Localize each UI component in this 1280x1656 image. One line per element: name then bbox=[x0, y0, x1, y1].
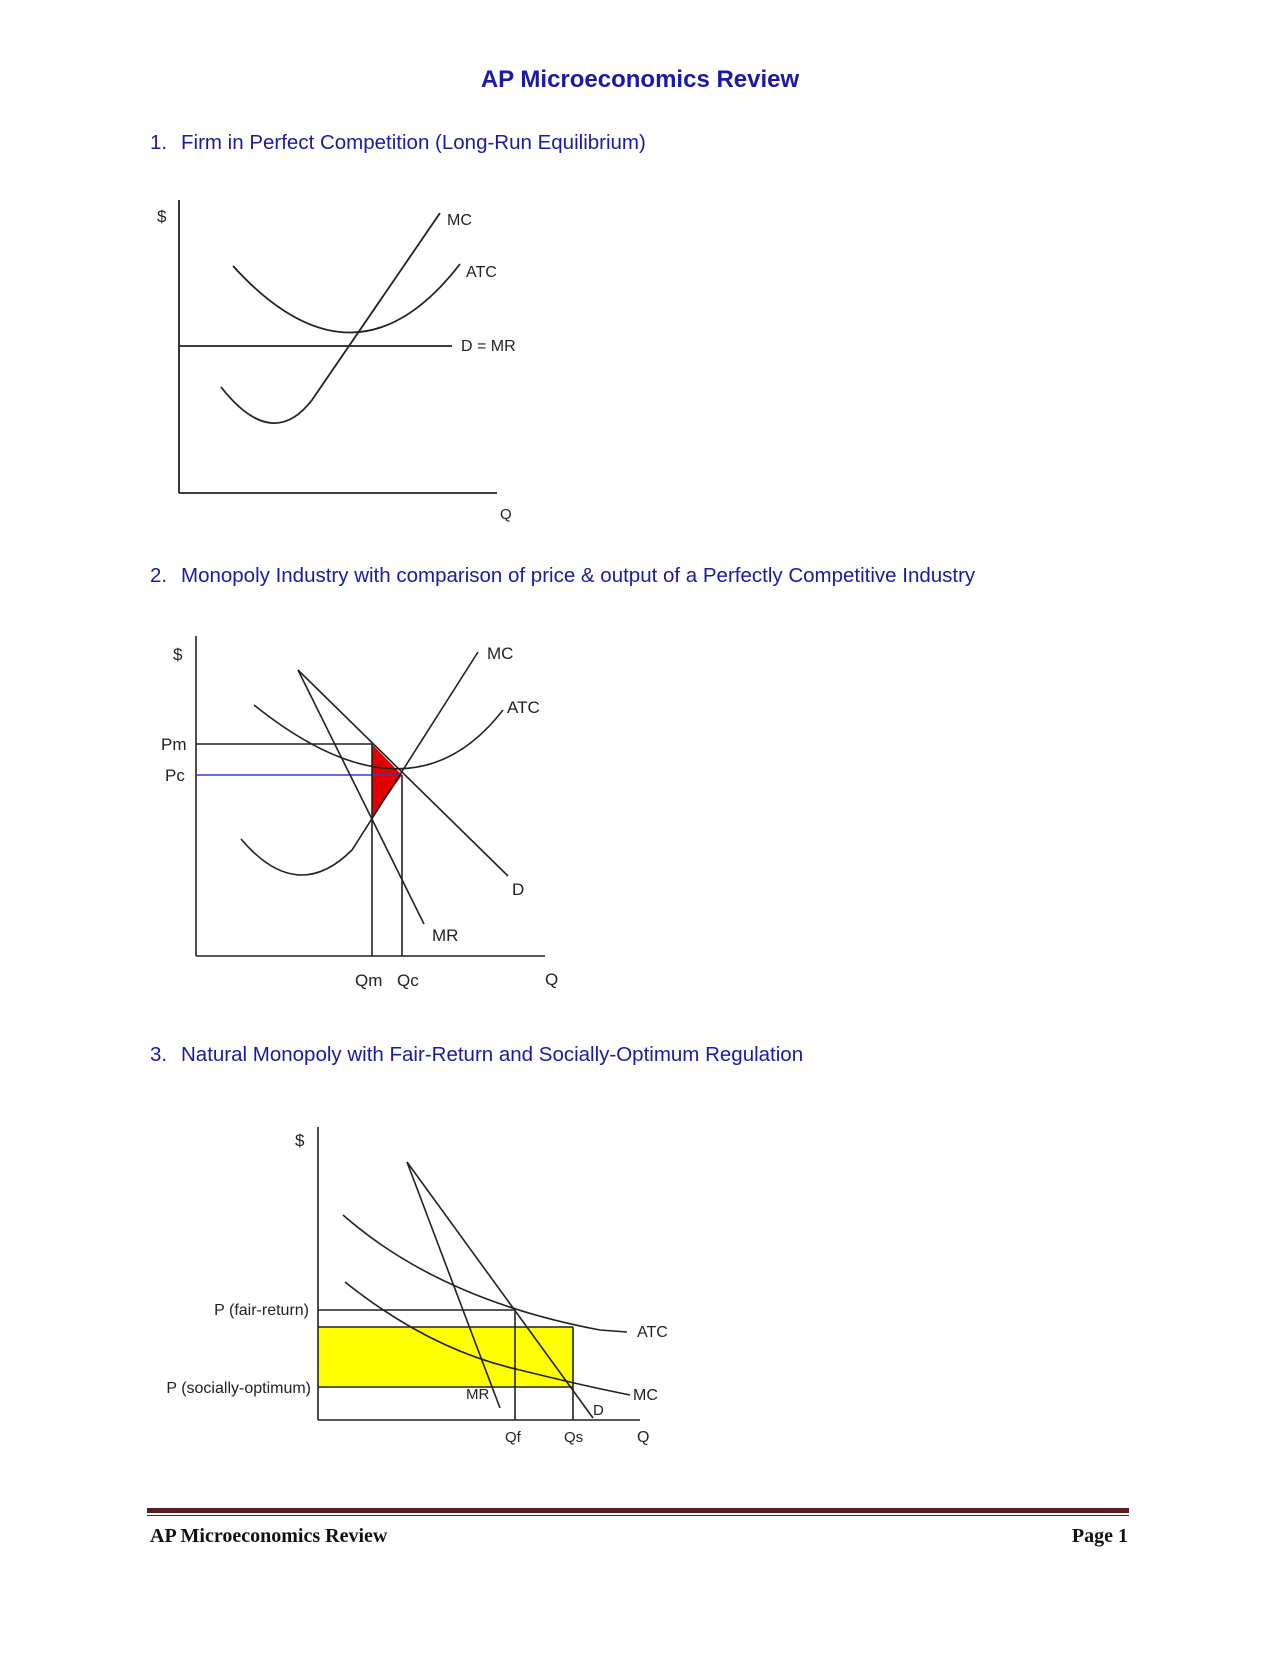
x-axis-label: Q bbox=[500, 506, 512, 523]
mc-label: MC bbox=[447, 212, 472, 229]
mr-label: MR bbox=[432, 926, 459, 945]
mc-label: MC bbox=[487, 644, 514, 663]
atc-label: ATC bbox=[466, 264, 497, 281]
p-fair-label: P (fair-return) bbox=[214, 1302, 309, 1319]
qs-label: Qs bbox=[564, 1429, 584, 1446]
section-2-number: 2. bbox=[150, 564, 168, 587]
p-social-label: P (socially-optimum) bbox=[166, 1380, 311, 1397]
x-axis-label: Q bbox=[637, 1429, 650, 1446]
regulation-area bbox=[318, 1327, 573, 1387]
y-axis-label: $ bbox=[173, 645, 183, 664]
mc-label: MC bbox=[633, 1387, 658, 1404]
section-3-number: 3. bbox=[150, 1043, 168, 1066]
section-3-title: Natural Monopoly with Fair-Return and Socially-Optimum Regulation bbox=[181, 1043, 804, 1066]
atc-label: ATC bbox=[507, 698, 540, 717]
y-axis-label: $ bbox=[295, 1131, 305, 1150]
qf-label: Qf bbox=[505, 1429, 521, 1446]
pm-label: Pm bbox=[161, 735, 187, 754]
atc-label: ATC bbox=[637, 1324, 668, 1341]
footer-rule bbox=[147, 1508, 1129, 1516]
d-mr-label: D = MR bbox=[461, 338, 516, 355]
x-axis-label: Q bbox=[545, 970, 559, 989]
qc-label: Qc bbox=[397, 971, 419, 990]
section-1-number: 1. bbox=[150, 131, 168, 154]
demand-label: D bbox=[593, 1402, 604, 1419]
y-axis-label: $ bbox=[157, 207, 167, 226]
qm-label: Qm bbox=[355, 971, 383, 990]
mr-label: MR bbox=[466, 1386, 490, 1403]
document-title: AP Microeconomics Review bbox=[480, 66, 800, 93]
footer-title: AP Microeconomics Review bbox=[150, 1525, 388, 1547]
atc-curve bbox=[343, 1215, 627, 1332]
section-2-title: Monopoly Industry with comparison of price & output of a Perfectly Competitive Industry bbox=[181, 564, 976, 587]
page-number: Page 1 bbox=[1071, 1525, 1128, 1547]
section-1-title: Firm in Perfect Competition (Long-Run Equilibrium) bbox=[181, 131, 646, 154]
demand-label: D bbox=[512, 880, 525, 899]
pc-label: Pc bbox=[165, 766, 185, 785]
